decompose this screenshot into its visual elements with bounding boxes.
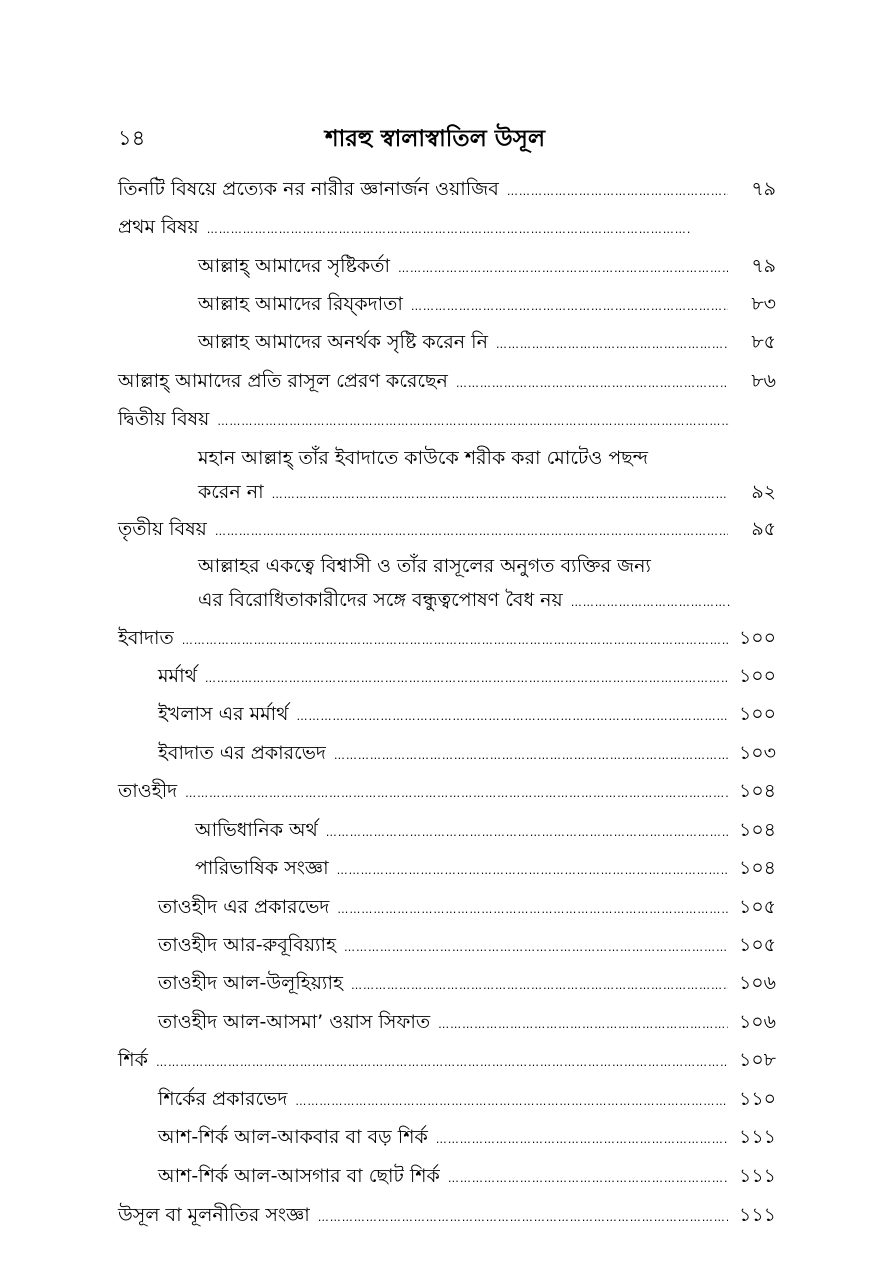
leader-dots [337,897,728,923]
leader-dots [571,590,730,616]
toc-entry [195,817,776,846]
toc-label: তাওহীদ [118,780,178,802]
toc-entry [158,701,776,730]
toc-label: আশ-শির্ক আল-আকবার বা বড় শির্ক [158,1126,428,1148]
toc-page: ৮৩ [751,293,776,315]
toc-label: তাওহীদ আর-রুবূবিয়্যাহ [158,934,337,956]
toc-label-line: আল্লাহর একত্বে বিশ্বাসী ও তাঁর রাসূলের অনুগত ব্যক্তির জন্য [198,555,651,577]
toc-page: ১০৬ [738,1011,776,1033]
toc-label: তিনটি বিষয়ে প্রত্যেক নর নারীর জ্ঞানার্জন ওয়াজিব [118,178,499,200]
leader-dots [185,781,728,807]
leader-dots [318,1205,728,1231]
leader-dots [215,519,728,545]
toc-entry [118,516,776,545]
toc-page: ৯২ [751,481,776,503]
toc-label: তাওহীদ আল-উলূহিয়্যাহ [158,972,343,994]
toc-entry [158,740,776,769]
leader-dots [205,666,728,692]
toc-page: ১০৮ [738,1049,776,1071]
toc-label: শির্ক [118,1049,148,1071]
toc-entry [198,445,776,508]
toc-label: আল্লাহ্‌ আমাদের সৃষ্টিকর্তা [198,255,390,277]
toc-label: দ্বিতীয় বিষয় [118,408,210,430]
toc-page: ১০৬ [738,972,776,994]
toc-label: তৃতীয় বিষয় [118,518,207,540]
toc-entry [118,625,776,654]
toc-entry [118,368,776,397]
toc-entry [158,894,776,923]
toc-entry [118,1202,776,1231]
toc-label: আল্লাহ্‌ আমাদের প্রতি রাসূল প্রেরণ করেছেন [118,370,448,392]
toc-entry [158,1163,776,1192]
toc-entry [158,663,776,692]
toc-entry [198,553,738,616]
toc-entry [195,855,776,884]
toc-page: ১০০ [738,665,776,687]
toc-page: ৮৫ [751,331,776,353]
toc-entry [118,778,776,807]
toc-page: ৯৫ [751,518,776,540]
toc-page: ১০৩ [738,742,776,764]
leader-dots [217,409,730,435]
leader-dots [438,1012,728,1038]
toc-label: আল্লাহ আমাদের অনর্থক সৃষ্টি করেন নি [198,331,488,353]
toc-label: ইবাদাত [118,627,174,649]
leader-dots [436,1127,728,1153]
toc-entry [158,1009,776,1038]
toc-page: ১০৫ [738,934,776,956]
leader-dots [295,1089,728,1115]
toc-entry [158,970,776,999]
toc-entry [118,406,738,435]
toc-entry [198,329,776,358]
leader-dots [296,704,728,730]
toc-page: ৮৬ [751,370,776,392]
toc-page: ১১১ [739,1165,776,1187]
toc-entry [198,291,776,320]
page-title: শারহু স্বালাস্বাতিল উসূল [325,126,545,152]
toc-label: ইখলাস এর মর্মার্থ [158,703,289,725]
leader-dots [207,217,690,243]
toc-label: তাওহীদ আল-আসমা’ ওয়াস সিফাত [158,1011,431,1033]
toc-page: ১০০ [738,703,776,725]
toc-label: মর্মার্থ [158,665,197,687]
toc-page: ১১১ [739,1204,776,1226]
leader-dots [456,371,728,397]
page-number: ১৪ [118,126,146,150]
toc-page: ৭৯ [751,178,776,200]
leader-dots [272,482,728,508]
toc-label: তাওহীদ এর প্রকারভেদ [158,896,330,918]
toc-page: ৭৯ [751,255,776,277]
toc-label: প্রথম বিষয় [118,216,199,238]
toc-page: ১১০ [738,1088,776,1110]
toc-label: শির্কের প্রকারভেদ [158,1088,288,1110]
toc-page: ১০৪ [738,857,776,879]
toc-page: ১১১ [739,1126,776,1148]
toc-label: উসূল বা মূলনীতির সংজ্ঞা [118,1204,310,1226]
leader-dots [507,179,728,205]
toc-label: পারিভাষিক সংজ্ঞা [195,857,329,879]
toc-page: ১০০ [738,627,776,649]
toc-entry [118,1047,776,1076]
toc-label: এর বিরোধিতাকারীদের সঙ্গে বন্ধুত্বপোষণ বৈধ নয় [198,589,563,611]
toc-label-line: মহান আল্লাহ্‌ তাঁর ইবাদাতে কাউকে শরীক করা মোটেও পছন্দ [198,447,649,469]
toc-label: আল্লাহ আমাদের রিয্‌কদাতা [198,293,403,315]
toc-label: আশ-শির্ক আল-আসগার বা ছোট শির্ক [158,1165,440,1187]
toc-entry [158,1086,776,1115]
leader-dots [337,858,728,884]
leader-dots [344,935,728,961]
toc-entry [198,253,776,282]
toc-entry [158,932,776,961]
toc-entry [158,1124,776,1153]
toc-entry [118,176,776,205]
leader-dots [334,743,728,769]
leader-dots [326,820,728,846]
toc-page: ১০৪ [738,819,776,841]
leader-dots [448,1166,728,1192]
toc-entry [118,214,698,243]
toc-page: ১০৫ [738,896,776,918]
leader-dots [398,256,728,282]
leader-dots [411,294,728,320]
leader-dots [496,332,728,358]
toc-label: আভিধানিক অর্থ [195,819,318,841]
toc-page: ১০৪ [738,780,776,802]
leader-dots [351,973,728,999]
toc-label: ইবাদাত এর প্রকারভেদ [158,742,326,764]
toc-label: করেন না [198,481,264,503]
leader-dots [182,628,728,654]
leader-dots [156,1050,728,1076]
